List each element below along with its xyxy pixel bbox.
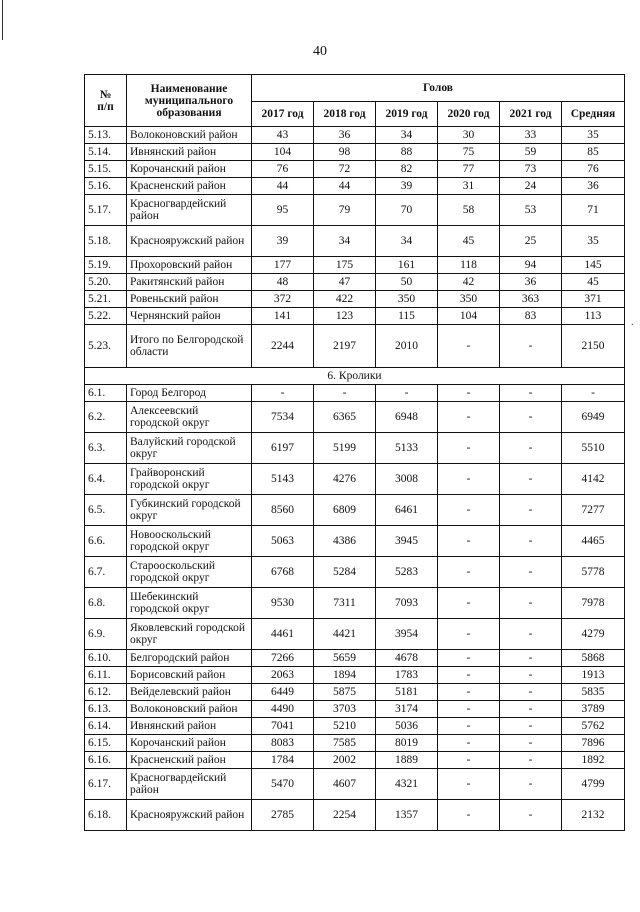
cell-average: 5778 xyxy=(562,557,625,588)
cell-average: 45 xyxy=(562,274,625,291)
cell-year-value: 104 xyxy=(252,144,314,161)
livestock-table xyxy=(84,74,625,831)
cell-year-value: 72 xyxy=(314,161,376,178)
cell-year-value: 4386 xyxy=(314,526,376,557)
cell-year-value: - xyxy=(500,433,562,464)
cell-average: 4799 xyxy=(562,769,625,800)
cell-year-value: 2063 xyxy=(252,667,314,684)
cell-year-value: 24 xyxy=(500,178,562,195)
row-number: 5.21. xyxy=(85,291,127,308)
cell-year-value: - xyxy=(438,718,500,735)
table-row xyxy=(85,495,625,526)
table-row xyxy=(85,161,625,178)
cell-year-value: 8560 xyxy=(252,495,314,526)
cell-average: 7896 xyxy=(562,735,625,752)
cell-average: 2150 xyxy=(562,325,625,368)
row-municipality-name: Старооскольский городской округ xyxy=(127,557,252,588)
cell-year-value: - xyxy=(376,385,438,402)
cell-year-value: - xyxy=(500,735,562,752)
table-row xyxy=(85,226,625,257)
cell-year-value: - xyxy=(438,650,500,667)
table-row xyxy=(85,526,625,557)
cell-year-value: 77 xyxy=(438,161,500,178)
table-row xyxy=(85,800,625,831)
cell-year-value: 1894 xyxy=(314,667,376,684)
row-municipality-name: Яковлевский городской округ xyxy=(127,619,252,650)
row-municipality-name: Красногвардейский район xyxy=(127,195,252,226)
header-name: Наименование муниципального образования xyxy=(127,75,252,127)
margin-line xyxy=(2,0,3,40)
cell-year-value: 350 xyxy=(438,291,500,308)
row-municipality-name: Итого по Белгородской области xyxy=(127,325,252,368)
cell-year-value: 34 xyxy=(376,226,438,257)
row-municipality-name: Валуйский городской округ xyxy=(127,433,252,464)
row-municipality-name: Красненский район xyxy=(127,178,252,195)
cell-year-value: 83 xyxy=(500,308,562,325)
cell-year-value: 1784 xyxy=(252,752,314,769)
cell-year-value: 7585 xyxy=(314,735,376,752)
cell-year-value: 42 xyxy=(438,274,500,291)
header-year: 2018 год xyxy=(314,102,376,127)
cell-year-value: 5284 xyxy=(314,557,376,588)
table-row xyxy=(85,667,625,684)
table-row xyxy=(85,619,625,650)
cell-year-value: 79 xyxy=(314,195,376,226)
table-row xyxy=(85,718,625,735)
cell-year-value: 115 xyxy=(376,308,438,325)
cell-year-value: 2785 xyxy=(252,800,314,831)
cell-average: 76 xyxy=(562,161,625,178)
cell-year-value: - xyxy=(438,667,500,684)
cell-average: 36 xyxy=(562,178,625,195)
row-municipality-name: Волоконовский район xyxy=(127,127,252,144)
cell-year-value: 5143 xyxy=(252,464,314,495)
row-number: 5.15. xyxy=(85,161,127,178)
row-municipality-name: Алексеевский городской округ xyxy=(127,402,252,433)
cell-year-value: - xyxy=(438,735,500,752)
cell-year-value: - xyxy=(438,495,500,526)
cell-year-value: 76 xyxy=(252,161,314,178)
row-number: 6.3. xyxy=(85,433,127,464)
table-row xyxy=(85,402,625,433)
table-row xyxy=(85,127,625,144)
row-municipality-name: Волоконовский район xyxy=(127,701,252,718)
cell-year-value: - xyxy=(500,526,562,557)
cell-year-value: 70 xyxy=(376,195,438,226)
cell-average: 113 xyxy=(562,308,625,325)
row-municipality-name: Ивнянский район xyxy=(127,144,252,161)
row-municipality-name: Красненский район xyxy=(127,752,252,769)
cell-average: 5762 xyxy=(562,718,625,735)
cell-year-value: 5036 xyxy=(376,718,438,735)
cell-year-value: 350 xyxy=(376,291,438,308)
table-row xyxy=(85,144,625,161)
cell-year-value: - xyxy=(500,800,562,831)
row-number: 6.8. xyxy=(85,588,127,619)
cell-year-value: 141 xyxy=(252,308,314,325)
cell-average: 2132 xyxy=(562,800,625,831)
cell-year-value: - xyxy=(500,325,562,368)
cell-average: 4465 xyxy=(562,526,625,557)
cell-year-value: - xyxy=(438,526,500,557)
cell-year-value: 7041 xyxy=(252,718,314,735)
cell-year-value: 36 xyxy=(500,274,562,291)
cell-year-value: 5659 xyxy=(314,650,376,667)
cell-year-value: 5133 xyxy=(376,433,438,464)
cell-year-value: - xyxy=(500,769,562,800)
row-municipality-name: Город Белгород xyxy=(127,385,252,402)
cell-year-value: 3008 xyxy=(376,464,438,495)
cell-year-value: 33 xyxy=(500,127,562,144)
cell-year-value: - xyxy=(438,701,500,718)
table-row xyxy=(85,178,625,195)
cell-year-value: - xyxy=(438,557,500,588)
row-number: 5.14. xyxy=(85,144,127,161)
cell-year-value: 44 xyxy=(252,178,314,195)
section-title: 6. Кролики xyxy=(85,368,625,385)
row-municipality-name: Краснояружский район xyxy=(127,226,252,257)
cell-year-value: 123 xyxy=(314,308,376,325)
cell-year-value: - xyxy=(500,650,562,667)
cell-average: 71 xyxy=(562,195,625,226)
cell-average: 5835 xyxy=(562,684,625,701)
header-year: 2019 год xyxy=(376,102,438,127)
cell-year-value: 34 xyxy=(314,226,376,257)
cell-year-value: 363 xyxy=(500,291,562,308)
row-number: 6.11. xyxy=(85,667,127,684)
cell-year-value: 3945 xyxy=(376,526,438,557)
table-row xyxy=(85,433,625,464)
cell-year-value: 4276 xyxy=(314,464,376,495)
cell-year-value: 47 xyxy=(314,274,376,291)
cell-year-value: 4461 xyxy=(252,619,314,650)
row-municipality-name: Грайворонский городской округ xyxy=(127,464,252,495)
cell-year-value: 6197 xyxy=(252,433,314,464)
cell-year-value: - xyxy=(438,619,500,650)
row-municipality-name: Новооскольский городской округ xyxy=(127,526,252,557)
cell-year-value: - xyxy=(500,495,562,526)
cell-year-value: 58 xyxy=(438,195,500,226)
cell-year-value: - xyxy=(500,557,562,588)
row-municipality-name: Борисовский район xyxy=(127,667,252,684)
row-number: 6.5. xyxy=(85,495,127,526)
cell-year-value: 6461 xyxy=(376,495,438,526)
cell-average: 4279 xyxy=(562,619,625,650)
row-number: 6.6. xyxy=(85,526,127,557)
cell-year-value: - xyxy=(500,385,562,402)
cell-year-value: - xyxy=(500,402,562,433)
row-number: 5.23. xyxy=(85,325,127,368)
cell-year-value: 75 xyxy=(438,144,500,161)
cell-year-value: 39 xyxy=(252,226,314,257)
cell-year-value: - xyxy=(438,684,500,701)
row-number: 5.13. xyxy=(85,127,127,144)
cell-year-value: 6948 xyxy=(376,402,438,433)
cell-year-value: 6809 xyxy=(314,495,376,526)
cell-year-value: 9530 xyxy=(252,588,314,619)
cell-year-value: 5181 xyxy=(376,684,438,701)
cell-year-value: - xyxy=(438,800,500,831)
header-year: 2020 год xyxy=(438,102,500,127)
row-municipality-name: Вейделевский район xyxy=(127,684,252,701)
row-municipality-name: Губкинский городской округ xyxy=(127,495,252,526)
row-number: 6.15. xyxy=(85,735,127,752)
cell-year-value: 30 xyxy=(438,127,500,144)
table-row xyxy=(85,385,625,402)
row-number: 6.14. xyxy=(85,718,127,735)
table-row xyxy=(85,684,625,701)
cell-year-value: 44 xyxy=(314,178,376,195)
table-body-section-6 xyxy=(85,385,625,831)
cell-average: 5868 xyxy=(562,650,625,667)
cell-year-value: - xyxy=(500,752,562,769)
cell-average: 371 xyxy=(562,291,625,308)
table-row xyxy=(85,557,625,588)
row-number: 6.1. xyxy=(85,385,127,402)
cell-year-value: 1783 xyxy=(376,667,438,684)
cell-year-value: - xyxy=(438,325,500,368)
table-row xyxy=(85,274,625,291)
cell-year-value: 2002 xyxy=(314,752,376,769)
cell-year-value: 6768 xyxy=(252,557,314,588)
cell-year-value: 8083 xyxy=(252,735,314,752)
cell-year-value: 98 xyxy=(314,144,376,161)
cell-year-value: 104 xyxy=(438,308,500,325)
cell-year-value: 5470 xyxy=(252,769,314,800)
table-row xyxy=(85,291,625,308)
row-number: 6.18. xyxy=(85,800,127,831)
cell-year-value: 118 xyxy=(438,257,500,274)
table-row xyxy=(85,308,625,325)
cell-year-value: 2010 xyxy=(376,325,438,368)
cell-year-value: 6449 xyxy=(252,684,314,701)
cell-average: 3789 xyxy=(562,701,625,718)
cell-year-value: 53 xyxy=(500,195,562,226)
row-number: 6.13. xyxy=(85,701,127,718)
row-number: 5.16. xyxy=(85,178,127,195)
cell-year-value: - xyxy=(500,701,562,718)
cell-year-value: 94 xyxy=(500,257,562,274)
cell-year-value: 7093 xyxy=(376,588,438,619)
cell-year-value: 34 xyxy=(376,127,438,144)
cell-year-value: - xyxy=(438,588,500,619)
row-municipality-name: Ровеньский район xyxy=(127,291,252,308)
table-row xyxy=(85,650,625,667)
cell-year-value: 8019 xyxy=(376,735,438,752)
row-number: 6.4. xyxy=(85,464,127,495)
cell-average: 1892 xyxy=(562,752,625,769)
cell-year-value: - xyxy=(500,667,562,684)
cell-year-value: - xyxy=(438,464,500,495)
cell-year-value: 4490 xyxy=(252,701,314,718)
cell-year-value: 88 xyxy=(376,144,438,161)
cell-year-value: 175 xyxy=(314,257,376,274)
cell-year-value: - xyxy=(500,588,562,619)
cell-year-value: 82 xyxy=(376,161,438,178)
row-number: 6.17. xyxy=(85,769,127,800)
cell-year-value: 7534 xyxy=(252,402,314,433)
cell-year-value: 4421 xyxy=(314,619,376,650)
row-number: 6.2. xyxy=(85,402,127,433)
cell-average: - xyxy=(562,385,625,402)
cell-year-value: 3174 xyxy=(376,701,438,718)
cell-year-value: 95 xyxy=(252,195,314,226)
cell-year-value: 25 xyxy=(500,226,562,257)
table-row xyxy=(85,735,625,752)
row-municipality-name: Чернянский район xyxy=(127,308,252,325)
cell-year-value: - xyxy=(438,433,500,464)
cell-year-value: 43 xyxy=(252,127,314,144)
row-municipality-name: Краснояружский район xyxy=(127,800,252,831)
row-number: 6.7. xyxy=(85,557,127,588)
cell-average: 5510 xyxy=(562,433,625,464)
row-number: 6.12. xyxy=(85,684,127,701)
row-municipality-name: Красногвардейский район xyxy=(127,769,252,800)
cell-year-value: 422 xyxy=(314,291,376,308)
table-row xyxy=(85,752,625,769)
cell-year-value: 59 xyxy=(500,144,562,161)
cell-average: 145 xyxy=(562,257,625,274)
table-section-header xyxy=(85,368,625,385)
cell-year-value: 3954 xyxy=(376,619,438,650)
row-number: 5.18. xyxy=(85,226,127,257)
cell-year-value: - xyxy=(438,752,500,769)
edge-mark: · xyxy=(630,320,634,331)
cell-year-value: 7266 xyxy=(252,650,314,667)
cell-year-value: 31 xyxy=(438,178,500,195)
cell-year-value: - xyxy=(438,769,500,800)
cell-year-value: - xyxy=(438,385,500,402)
cell-year-value: 177 xyxy=(252,257,314,274)
cell-year-value: 36 xyxy=(314,127,376,144)
row-number: 5.22. xyxy=(85,308,127,325)
cell-year-value: 7311 xyxy=(314,588,376,619)
header-year: 2021 год xyxy=(500,102,562,127)
page-number: 40 xyxy=(313,44,327,59)
cell-year-value: 6365 xyxy=(314,402,376,433)
cell-average: 35 xyxy=(562,226,625,257)
table-row xyxy=(85,588,625,619)
table-row xyxy=(85,325,625,368)
table-row xyxy=(85,701,625,718)
row-number: 5.19. xyxy=(85,257,127,274)
cell-average: 4142 xyxy=(562,464,625,495)
cell-year-value: 5063 xyxy=(252,526,314,557)
cell-year-value: 2254 xyxy=(314,800,376,831)
row-municipality-name: Ракитянский район xyxy=(127,274,252,291)
header-group: Голов xyxy=(252,75,625,102)
cell-year-value: - xyxy=(438,402,500,433)
cell-year-value: 372 xyxy=(252,291,314,308)
row-number: 6.10. xyxy=(85,650,127,667)
cell-year-value: - xyxy=(500,684,562,701)
row-number: 5.20. xyxy=(85,274,127,291)
row-municipality-name: Шебекинский городской округ xyxy=(127,588,252,619)
cell-year-value: - xyxy=(252,385,314,402)
cell-year-value: 2197 xyxy=(314,325,376,368)
cell-average: 7978 xyxy=(562,588,625,619)
header-year: 2017 год xyxy=(252,102,314,127)
cell-year-value: 1889 xyxy=(376,752,438,769)
cell-year-value: - xyxy=(314,385,376,402)
cell-year-value: 161 xyxy=(376,257,438,274)
cell-year-value: - xyxy=(500,718,562,735)
table-header xyxy=(85,75,625,127)
cell-year-value: 2244 xyxy=(252,325,314,368)
cell-year-value: 5199 xyxy=(314,433,376,464)
row-municipality-name: Корочанский район xyxy=(127,161,252,178)
cell-year-value: 73 xyxy=(500,161,562,178)
row-number: 5.17. xyxy=(85,195,127,226)
cell-average: 35 xyxy=(562,127,625,144)
header-number: № п/п xyxy=(85,75,127,127)
cell-year-value: 5210 xyxy=(314,718,376,735)
cell-average: 7277 xyxy=(562,495,625,526)
cell-year-value: 4321 xyxy=(376,769,438,800)
cell-year-value: 4678 xyxy=(376,650,438,667)
cell-average: 85 xyxy=(562,144,625,161)
cell-year-value: 45 xyxy=(438,226,500,257)
row-municipality-name: Корочанский район xyxy=(127,735,252,752)
row-municipality-name: Белгородский район xyxy=(127,650,252,667)
row-number: 6.16. xyxy=(85,752,127,769)
table-row xyxy=(85,195,625,226)
cell-average: 1913 xyxy=(562,667,625,684)
table-body-section-5 xyxy=(85,127,625,368)
cell-year-value: 5283 xyxy=(376,557,438,588)
cell-year-value: 5875 xyxy=(314,684,376,701)
header-average: Средняя xyxy=(562,102,625,127)
row-number: 6.9. xyxy=(85,619,127,650)
cell-year-value: 50 xyxy=(376,274,438,291)
table-row xyxy=(85,464,625,495)
cell-year-value: 39 xyxy=(376,178,438,195)
row-municipality-name: Ивнянский район xyxy=(127,718,252,735)
cell-year-value: 3703 xyxy=(314,701,376,718)
cell-average: 6949 xyxy=(562,402,625,433)
table-row xyxy=(85,769,625,800)
cell-year-value: 48 xyxy=(252,274,314,291)
table-row xyxy=(85,257,625,274)
cell-year-value: - xyxy=(500,619,562,650)
cell-year-value: 1357 xyxy=(376,800,438,831)
cell-year-value: 4607 xyxy=(314,769,376,800)
row-municipality-name: Прохоровский район xyxy=(127,257,252,274)
cell-year-value: - xyxy=(500,464,562,495)
